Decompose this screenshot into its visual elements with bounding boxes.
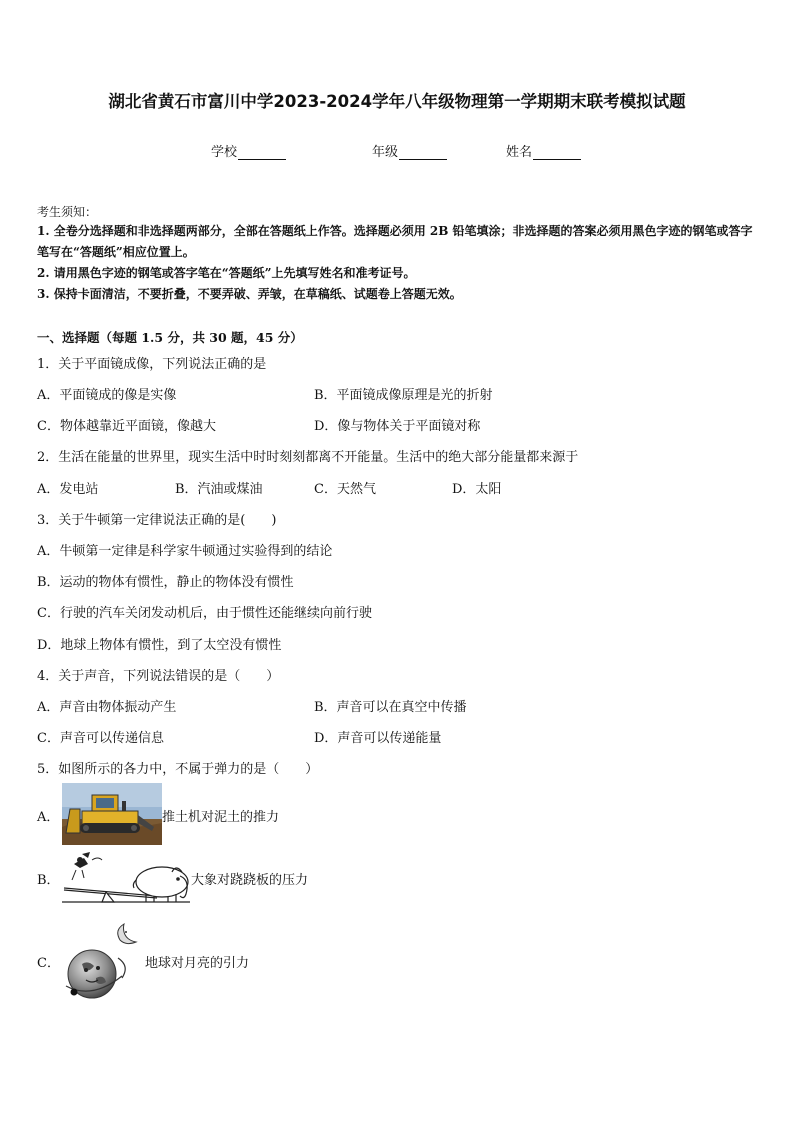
question-5-option-a-text: 推土机对泥土的推力 <box>162 810 280 825</box>
school-blank <box>238 145 286 160</box>
name-blank <box>533 145 581 160</box>
question-1-option-d: D．像与物体关于平面镜对称 <box>314 419 481 434</box>
question-3-option-a: A．牛顿第一定律是科学家牛顿通过实验得到的结论 <box>37 544 333 559</box>
question-2-option-c: C．天然气 <box>314 482 376 497</box>
earth-moon-image <box>60 920 144 1000</box>
question-3-option-c: C．行驶的汽车关闭发动机后，由于惯性还能继续向前行驶 <box>37 606 372 621</box>
question-1-option-b: B．平面镜成像原理是光的折射 <box>314 388 493 403</box>
question-3-stem: 3．关于牛顿第一定律说法正确的是( ) <box>37 513 277 528</box>
grade-label: 年级 <box>372 145 399 160</box>
question-4-option-a: A．声音由物体振动产生 <box>37 700 177 715</box>
question-2-option-d: D．太阳 <box>452 482 502 497</box>
elephant-seesaw-image <box>62 850 192 904</box>
grade-field <box>372 141 447 160</box>
question-5-option-a-letter: A． <box>37 810 60 825</box>
question-2-option-b: B．汽油或煤油 <box>175 482 263 497</box>
question-3-option-d: D．地球上物体有惯性，到了太空没有惯性 <box>37 638 282 653</box>
question-1-option-a: A．平面镜成的像是实像 <box>37 388 177 403</box>
name-field <box>506 141 581 160</box>
school-label: 学校 <box>211 145 238 160</box>
page-title: 湖北省黄石市富川中学2023-2024学年八年级物理第一学期期末联考模拟试题 <box>108 92 686 111</box>
question-5-option-c-text: 地球对月亮的引力 <box>145 956 250 971</box>
grade-blank <box>399 145 447 160</box>
question-1-stem: 1．关于平面镜成像，下列说法正确的是 <box>37 357 267 372</box>
question-1-option-c: C．物体越靠近平面镜，像越大 <box>37 419 216 434</box>
student-info-row <box>0 141 794 161</box>
question-3-option-b: B．运动的物体有惯性，静止的物体没有惯性 <box>37 575 294 590</box>
question-4-option-b: B．声音可以在真空中传播 <box>314 700 467 715</box>
question-4-stem: 4．关于声音，下列说法错误的是（ ） <box>37 669 280 684</box>
name-label: 姓名 <box>506 145 533 160</box>
section-title: 一、选择题（每题 1.5 分，共 30 题，45 分） <box>37 330 303 345</box>
notice-heading: 考生须知： <box>37 205 98 219</box>
question-2-stem: 2．生活在能量的世界里，现实生活中时时刻刻都离不开能量。生活中的绝大部分能量都来源于 <box>37 450 579 465</box>
question-4-option-c: C．声音可以传递信息 <box>37 731 164 746</box>
bulldozer-image <box>62 783 162 845</box>
notice-item-1: 1. 全卷分选择题和非选择题两部分，全部在答题纸上作答。选择题必须用 2B 铅笔填涂；非选择题的答案必须用黑色字迹的钢笔或答字笔写在“答题纸”相应位置上。 <box>37 224 753 259</box>
question-5-option-b-letter: B． <box>37 873 60 888</box>
question-5-stem: 5．如图所示的各力中，不属于弹力的是（ ） <box>37 762 319 777</box>
school-field <box>211 141 286 160</box>
question-5-option-c-letter: C． <box>37 956 60 971</box>
question-4-option-d: D．声音可以传递能量 <box>314 731 442 746</box>
notice-item-3: 3. 保持卡面清洁，不要折叠，不要弄破、弄皱，在草稿纸、试题卷上答题无效。 <box>37 287 462 301</box>
notice-item-2: 2. 请用黑色字迹的钢笔或答字笔在“答题纸”上先填写姓名和准考证号。 <box>37 266 416 280</box>
question-2-option-a: A．发电站 <box>37 482 99 497</box>
question-5-option-b-text: 大象对跷跷板的压力 <box>191 873 309 888</box>
